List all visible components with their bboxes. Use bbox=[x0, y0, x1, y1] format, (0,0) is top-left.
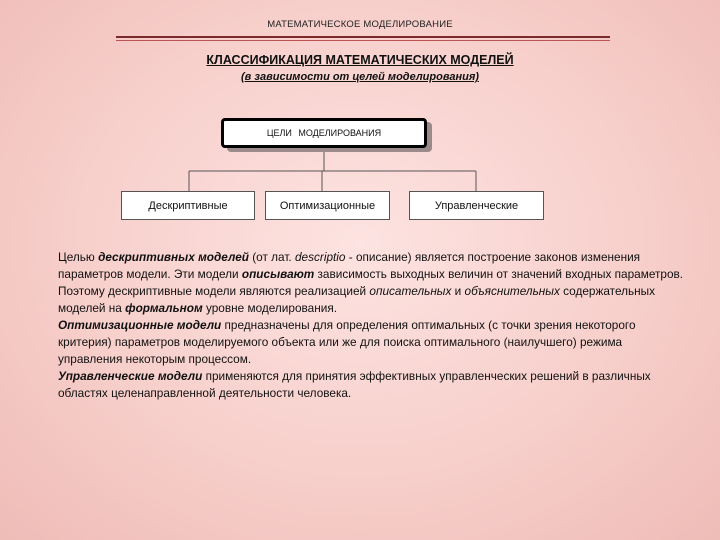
paragraph-optimization: Оптимизационные модели предназначены для определения оптимальных (с точки зрения некоторого критерия) параметров моделируемого объекта или же для поиска оптимального (наилучшего) режима управления некоторым процессом. bbox=[58, 318, 636, 366]
paragraph-management: Управленческие модели применяются для принятия эффективных управленческих решений в различных областях целенаправленной деятельности человека. bbox=[58, 369, 651, 400]
category-management: Управленческие bbox=[409, 191, 544, 220]
category-descriptive: Дескриптивные bbox=[121, 191, 255, 220]
description-text bbox=[58, 249, 688, 402]
slide-subtitle: (в зависимости от целей моделирования) bbox=[241, 71, 479, 83]
goals-box: ЦЕЛИ МОДЕЛИРОВАНИЯ bbox=[221, 118, 427, 148]
slide-title: КЛАССИФИКАЦИЯ МАТЕМАТИЧЕСКИХ МОДЕЛЕЙ bbox=[206, 53, 514, 67]
paragraph-descriptive: Целью дескриптивных моделей (от лат. descriptio - описание) является построение законов изменения параметров модели. Эти модели описывают зависимость выходных величин от значений входных параметров. Поэтому дескриптивные модели являются реализацией описательных и объяснительных содержательных моделей на формальном уровне моделирования. bbox=[58, 250, 684, 315]
category-optimization: Оптимизационные bbox=[265, 191, 390, 220]
header-title: МАТЕМАТИЧЕСКОЕ МОДЕЛИРОВАНИЕ bbox=[267, 19, 453, 30]
